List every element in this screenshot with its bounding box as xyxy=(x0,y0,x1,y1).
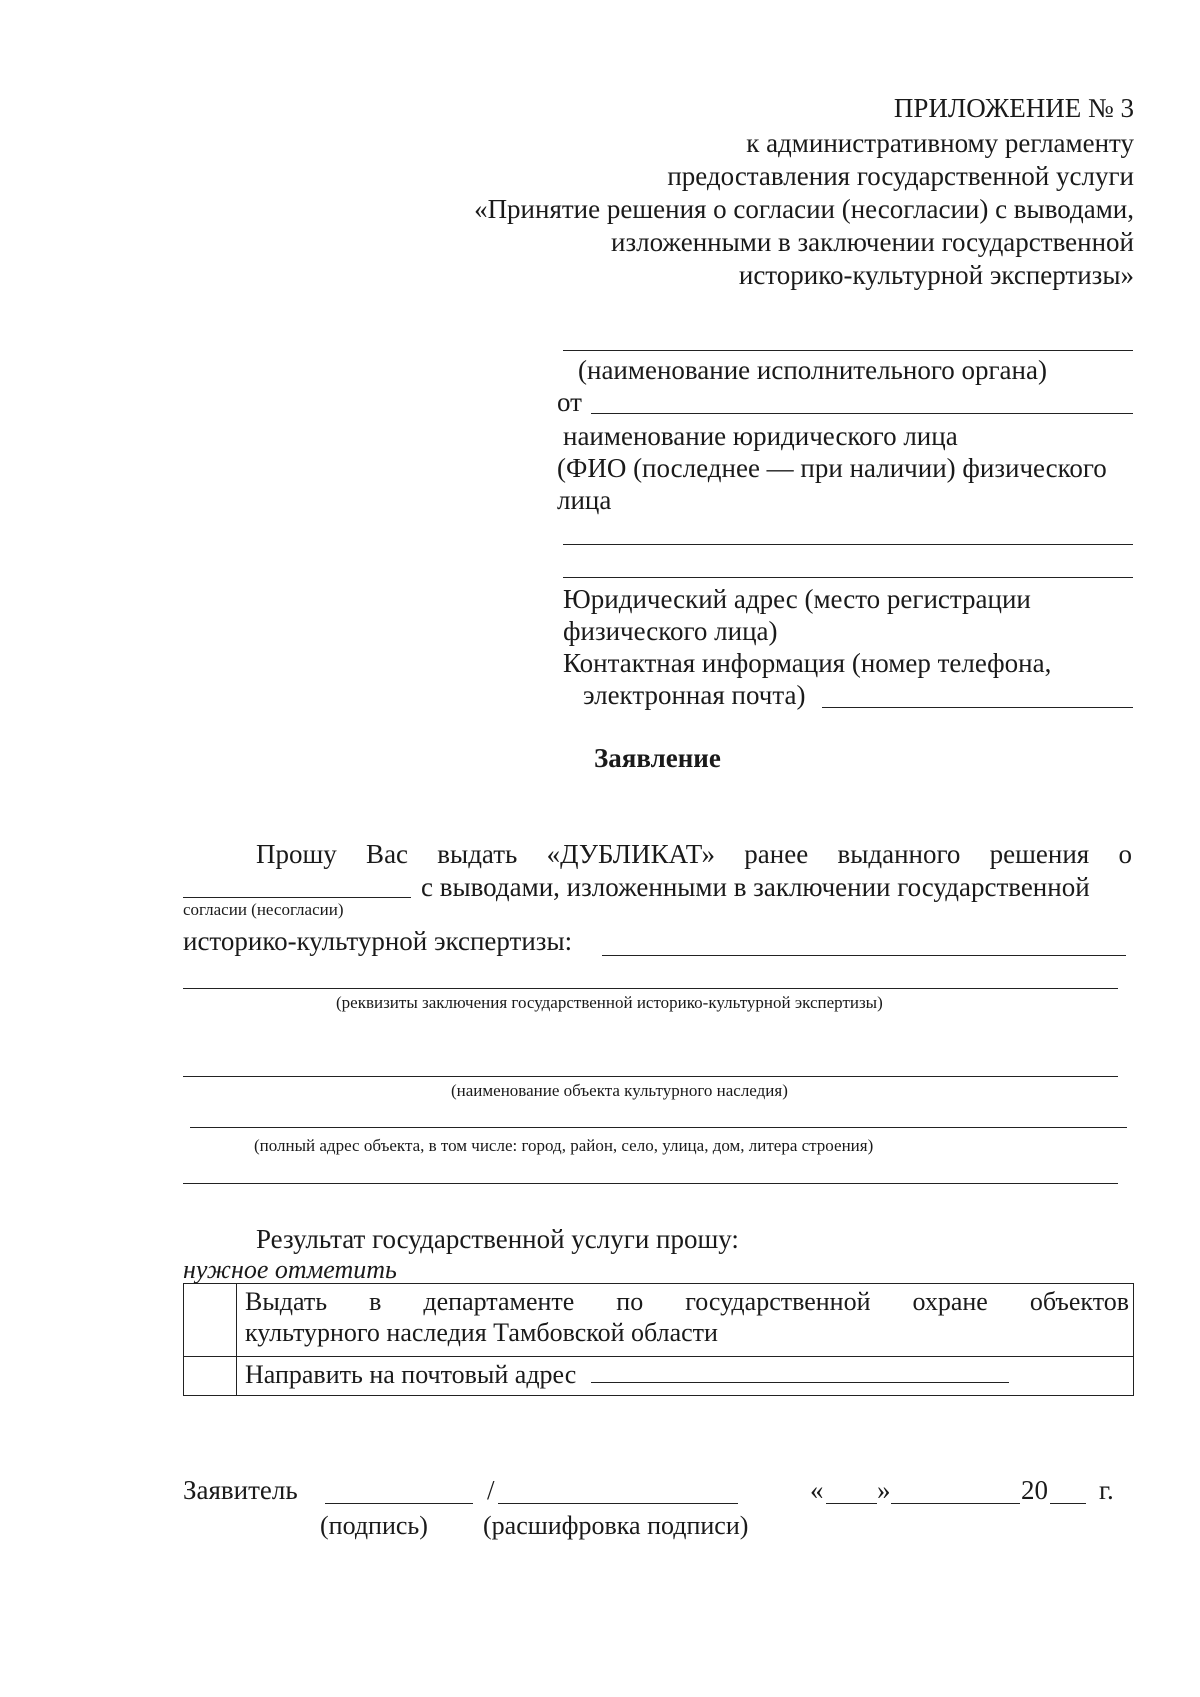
annex-title: ПРИЛОЖЕНИЕ № 3 xyxy=(893,93,1134,123)
date-month-line[interactable] xyxy=(891,1503,1020,1504)
individual-caption-1: (ФИО (последнее — при наличии) физического xyxy=(557,453,1107,483)
object-name-caption: (наименование объекта культурного наследия) xyxy=(451,1081,788,1100)
individual-caption-2: лица xyxy=(557,485,612,515)
applicant-line-2[interactable] xyxy=(563,577,1133,578)
date-year-line[interactable] xyxy=(1050,1503,1086,1504)
header-line-1: к административному регламенту xyxy=(746,128,1134,158)
from-line[interactable] xyxy=(591,413,1133,414)
header-line-5: историко-культурной экспертизы» xyxy=(738,260,1134,290)
date-quote-close: » xyxy=(877,1475,891,1505)
postal-address-line[interactable] xyxy=(591,1382,1009,1383)
expertise-line[interactable] xyxy=(602,955,1126,956)
legal-entity-caption: наименование юридического лица xyxy=(563,421,958,451)
result-options-table xyxy=(183,1283,1134,1396)
date-day-line[interactable] xyxy=(826,1503,877,1504)
statement-para-line-1: Прошу Вас выдать «ДУБЛИКАТ» ранее выданного решения о xyxy=(256,839,1132,869)
header-line-4: изложенными в заключении государственной xyxy=(611,227,1134,257)
requisites-line[interactable] xyxy=(183,988,1118,989)
option-2-cell xyxy=(237,1357,1134,1396)
address-caption-1: Юридический адрес (место регистрации xyxy=(563,584,1031,614)
address-caption-2: физического лица) xyxy=(563,616,778,646)
consent-caption: согласии (несогласии) xyxy=(183,900,344,919)
expertise-label: историко-культурной экспертизы: xyxy=(183,926,573,956)
decoding-line[interactable] xyxy=(498,1503,738,1504)
result-option-row-1 xyxy=(184,1284,1134,1357)
signature-slash: / xyxy=(487,1475,495,1505)
organ-caption: (наименование исполнительного органа) xyxy=(578,355,1047,385)
decoding-caption: (расшифровка подписи) xyxy=(483,1511,749,1540)
header-line-3: «Принятие решения о согласии (несогласии) с выводами, xyxy=(474,194,1134,224)
date-quote-open: « xyxy=(810,1475,824,1505)
object-address-line-1[interactable] xyxy=(190,1127,1127,1128)
consent-blank-line[interactable] xyxy=(183,897,411,898)
option-1-line-1: Выдать в департаменте по государственной охране объектов xyxy=(245,1287,1129,1316)
option-1-checkbox[interactable] xyxy=(184,1284,237,1357)
contact-caption-2: электронная почта) xyxy=(583,680,806,710)
signature-line[interactable] xyxy=(325,1503,473,1504)
date-year-suffix: г. xyxy=(1099,1475,1114,1505)
applicant-label: Заявитель xyxy=(183,1475,298,1505)
signature-caption: (подпись) xyxy=(320,1511,428,1540)
option-1-cell xyxy=(237,1284,1134,1357)
organ-name-line[interactable] xyxy=(563,350,1133,351)
object-address-caption: (полный адрес объекта, в том числе: город, район, село, улица, дом, литера строения) xyxy=(254,1136,874,1155)
contact-line[interactable] xyxy=(822,707,1133,708)
applicant-line-1[interactable] xyxy=(563,544,1133,545)
statement-para-line-2: с выводами, изложенными в заключении государственной xyxy=(421,872,1090,902)
result-option-row-2 xyxy=(184,1357,1134,1396)
from-label: от xyxy=(557,387,582,417)
option-2-label: Направить на почтовый адрес xyxy=(245,1360,577,1389)
option-1-line-2: культурного наследия Тамбовской области xyxy=(245,1318,718,1347)
result-intro: Результат государственной услуги прошу: xyxy=(256,1224,739,1254)
statement-title: Заявление xyxy=(594,743,721,773)
header-line-2: предоставления государственной услуги xyxy=(667,161,1134,191)
option-2-checkbox[interactable] xyxy=(184,1357,237,1396)
object-name-line[interactable] xyxy=(183,1076,1118,1077)
contact-caption-1: Контактная информация (номер телефона, xyxy=(563,648,1052,678)
object-address-line-2[interactable] xyxy=(183,1183,1118,1184)
requisites-caption: (реквизиты заключения государственной историко-культурной экспертизы) xyxy=(336,993,883,1012)
date-year-prefix: 20 xyxy=(1021,1475,1048,1505)
result-note: нужное отметить xyxy=(183,1255,397,1284)
